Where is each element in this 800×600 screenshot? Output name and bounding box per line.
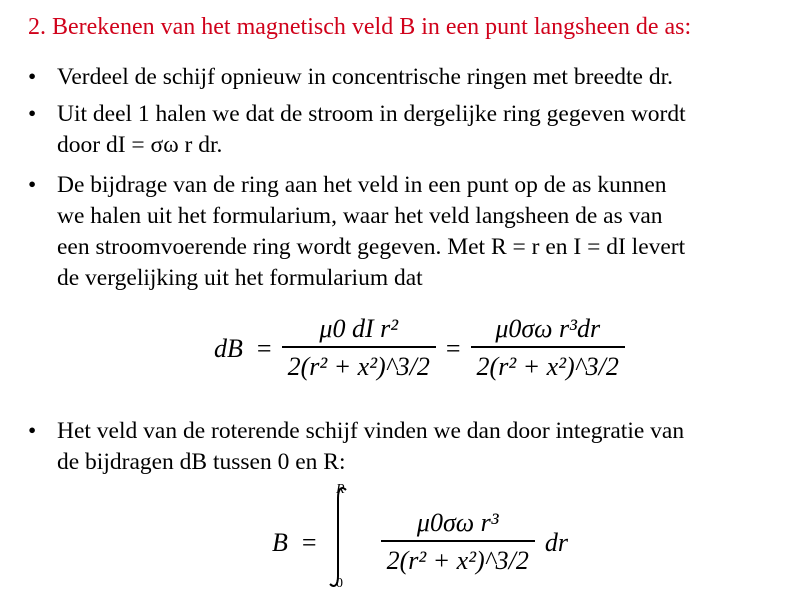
eq1-f2-denominator: 2(r² + x²)^3/2 bbox=[476, 351, 619, 381]
bullet-3-line-3: een stroomvoerende ring wordt gegeven. Met R = r en I = dI levert bbox=[57, 234, 686, 260]
eq2-denominator: 2(r² + x²)^3/2 bbox=[386, 545, 529, 575]
bullet-3-line-1: De bijdrage van de ring aan het veld in een punt op de as kunnen bbox=[57, 172, 667, 198]
equation-db bbox=[214, 312, 635, 386]
bullet-2-line-2: door dI = σω r dr. bbox=[57, 132, 223, 158]
eq2-equals: = bbox=[301, 527, 317, 557]
title: 2. Berekenen van het magnetisch veld B in een punt langsheen de as: bbox=[28, 14, 692, 40]
bullet-dot: • bbox=[28, 101, 37, 127]
eq2-lhs: B bbox=[272, 527, 288, 557]
bullet-dot: • bbox=[28, 172, 37, 198]
bullet-4-line-1: Het veld van de roterende schijf vinden we dan door integratie van bbox=[57, 418, 685, 444]
eq2-fraction bbox=[381, 506, 535, 580]
bullet-dot: • bbox=[28, 64, 37, 90]
bullet-3-line-4: de vergelijking uit het formularium dat bbox=[57, 265, 423, 291]
eq2-numerator: μ0σω r³ bbox=[416, 508, 499, 537]
eq1-lhs: dB bbox=[214, 333, 243, 363]
bullet-4-line-2: de bijdragen dB tussen 0 en R: bbox=[57, 449, 346, 475]
eq1-equals-2: = bbox=[445, 333, 461, 363]
integral-lower-limit: 0 bbox=[336, 576, 343, 591]
eq1-f1-numerator: μ0 dI r² bbox=[319, 314, 399, 343]
eq1-fraction-1 bbox=[282, 312, 436, 386]
bullet-2-line-1: Uit deel 1 halen we dat de stroom in dergelijke ring gegeven wordt bbox=[57, 101, 686, 127]
bullet-3-line-2: we halen uit het formularium, waar het veld langsheen de as van bbox=[57, 203, 663, 229]
equation-b-integral bbox=[272, 506, 568, 580]
bullet-1-line-1: Verdeel de schijf opnieuw in concentrische ringen met breedte dr. bbox=[57, 64, 673, 90]
eq1-f2-numerator: μ0σω r³dr bbox=[495, 314, 601, 343]
eq2-differential: dr bbox=[544, 527, 568, 557]
eq1-equals-1: = bbox=[256, 333, 272, 363]
eq1-f1-denominator: 2(r² + x²)^3/2 bbox=[287, 351, 430, 381]
bullet-dot: • bbox=[28, 418, 37, 444]
eq1-fraction-2 bbox=[471, 312, 625, 386]
integral-upper-limit: R bbox=[336, 482, 345, 497]
